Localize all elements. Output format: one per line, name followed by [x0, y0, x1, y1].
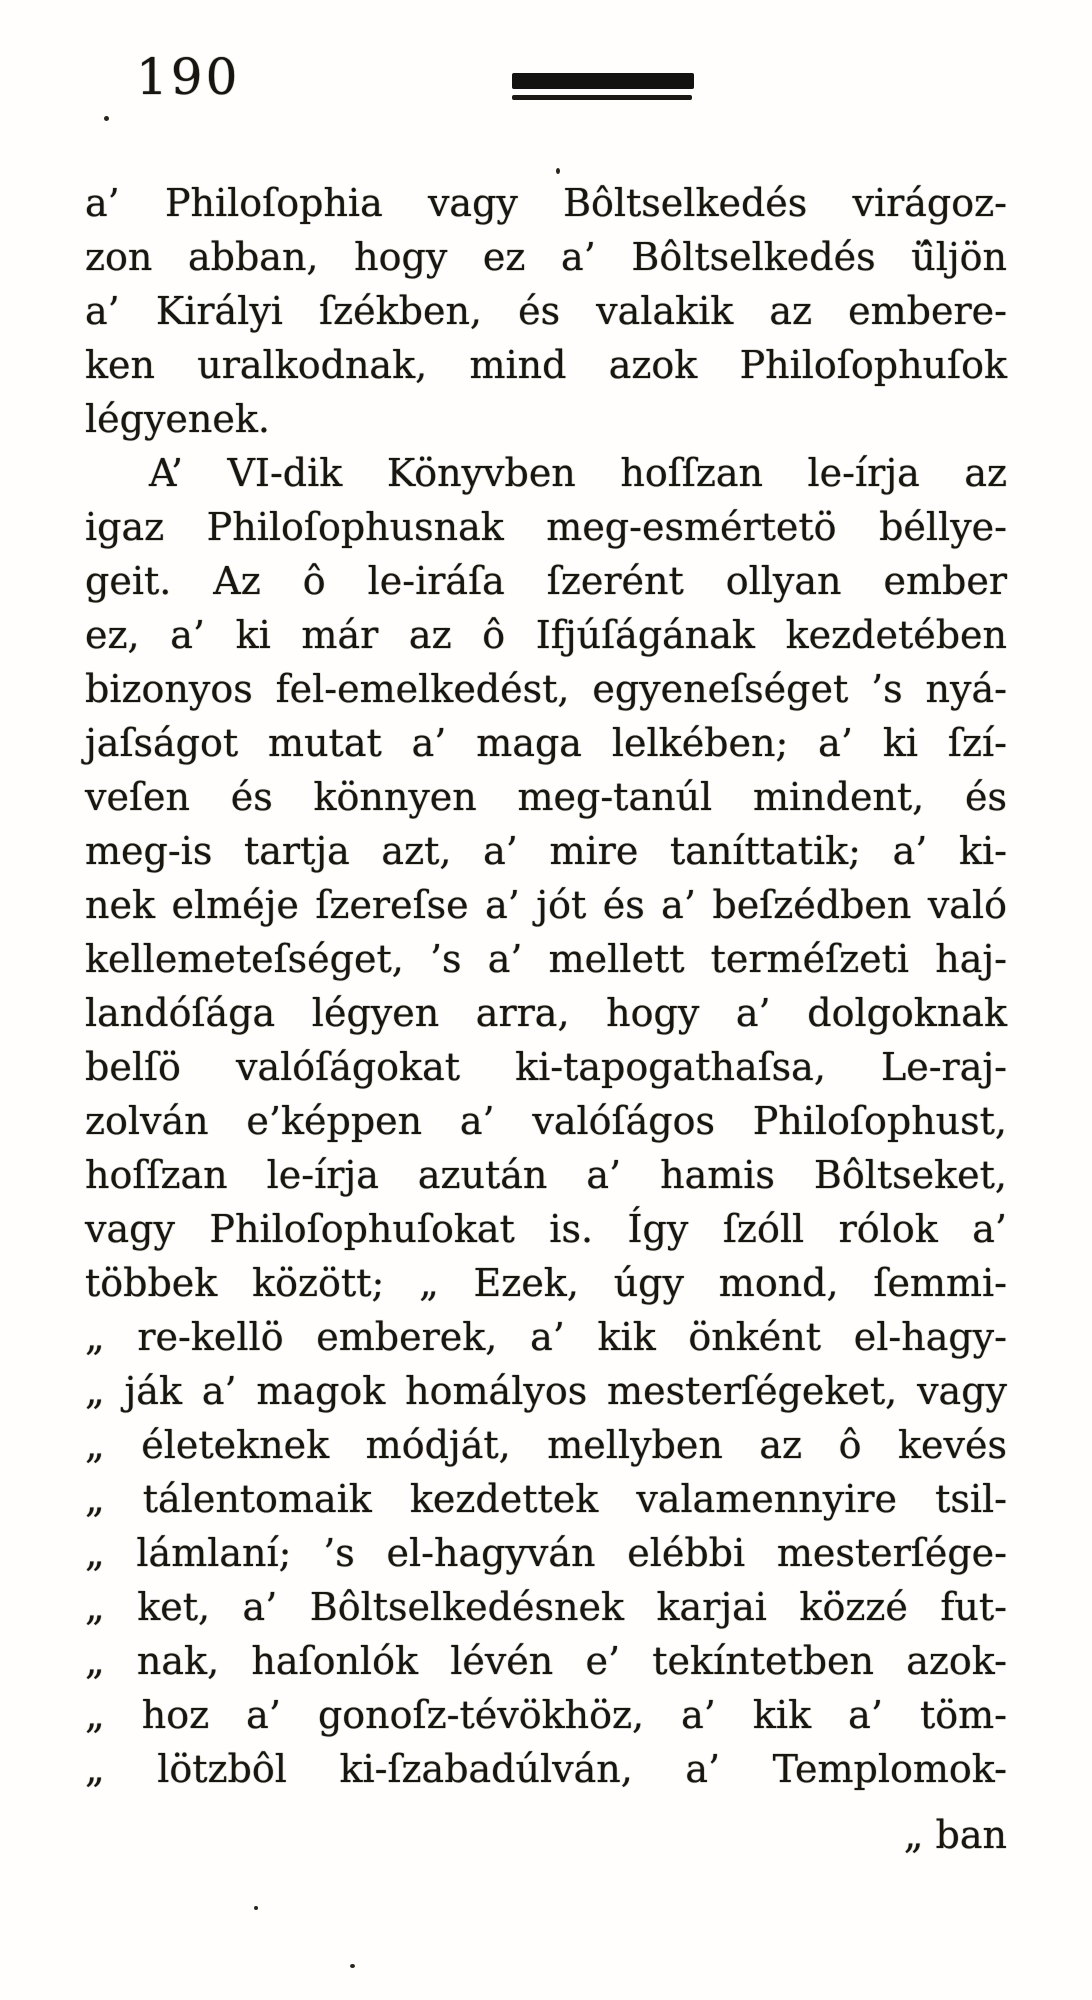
text-line: belſö valóſágokat ki-tapogathaſsa, Le-raj- — [85, 1045, 1007, 1089]
text-block — [85, 176, 1007, 1862]
rule-bar-thick — [512, 73, 694, 89]
text-line: zon abban, hogy ez a’ Bôltselkedés ü̂ljön — [85, 235, 1007, 279]
text-line: landóſága légyen arra, hogy a’ dolgoknak — [85, 991, 1007, 1035]
text-line: ken uralkodnak, mind azok Philoſophuſok — [85, 343, 1007, 387]
catchword: „ ban — [903, 1813, 1007, 1857]
text-line: a’ Philoſophia vagy Bôltselkedés virágoz- — [85, 181, 1007, 225]
ink-speck — [254, 1906, 258, 1910]
text-line: „ ket, a’ Bôltselkedésnek karjai közzé fut- — [85, 1585, 1007, 1629]
text-line: kellemeteſséget, ’s a’ mellett terméſzeti haj- — [85, 937, 1007, 981]
text-line: „ lámlaní; ’s el-hagyván elébbi mesterſége- — [85, 1531, 1007, 1575]
ink-speck — [556, 168, 560, 174]
header-rule-ornament — [512, 73, 694, 100]
text-line: igaz Philoſophusnak meg-esmértetö béllye- — [85, 505, 1007, 549]
page-number: 190 — [136, 48, 241, 106]
text-line: a’ Királyi ſzékben, és valakik az embere- — [85, 289, 1007, 333]
text-line: légyenek. — [85, 397, 270, 441]
text-line: ez, a’ ki már az ô Ifjúſágának kezdetében — [85, 613, 1007, 657]
ink-speck — [350, 1964, 355, 1968]
text-line: zolván e’képpen a’ valóſágos Philoſophust, — [85, 1099, 1007, 1143]
text-line: „ tálentomaik kezdettek valamennyire tsil- — [85, 1477, 1007, 1521]
text-line: nek elméje ſzereſse a’ jót és a’ beſzédben való — [85, 883, 1007, 927]
text-line: „ lötzbôl ki-ſzabadúlván, a’ Templomok- — [85, 1747, 1007, 1791]
text-line: többek között; „ Ezek, úgy mond, ſemmi- — [85, 1261, 1007, 1305]
text-line: veſen és könnyen meg-tanúl mindent, és — [85, 775, 1007, 819]
text-line: „ hoz a’ gonoſz-tévökhöz, a’ kik a’ töm- — [85, 1693, 1007, 1737]
text-line: „ ják a’ magok homályos mesterſégeket, vagy — [85, 1369, 1007, 1413]
text-line: bizonyos fel-emelkedést, egyeneſséget ’s nyá- — [85, 667, 1007, 711]
text-line: „ életeknek módját, mellyben az ô kevés — [85, 1423, 1007, 1467]
text-line: jaſságot mutat a’ maga lelkében; a’ ki ſzí- — [85, 721, 1007, 765]
text-line: hoſſzan le-írja azután a’ hamis Bôltseket, — [85, 1153, 1007, 1197]
text-line: vagy Philoſophuſokat is. Így ſzóll rólok a’ — [85, 1207, 1007, 1251]
text-line: geit. Az ô le-iráſa ſzerént ollyan ember — [85, 559, 1007, 603]
text-line: meg-is tartja azt, a’ mire taníttatik; a’ ki- — [85, 829, 1007, 873]
text-line: „ re-kellö emberek, a’ kik önként el-hagy- — [85, 1315, 1007, 1359]
text-line: A’ VI-dik Könyvben hoſſzan le-írja az — [149, 451, 1007, 495]
rule-bar-thin — [512, 95, 692, 100]
ink-speck — [104, 116, 109, 121]
text-line: „ nak, haſonlók lévén e’ tekíntetben azok- — [85, 1639, 1007, 1683]
